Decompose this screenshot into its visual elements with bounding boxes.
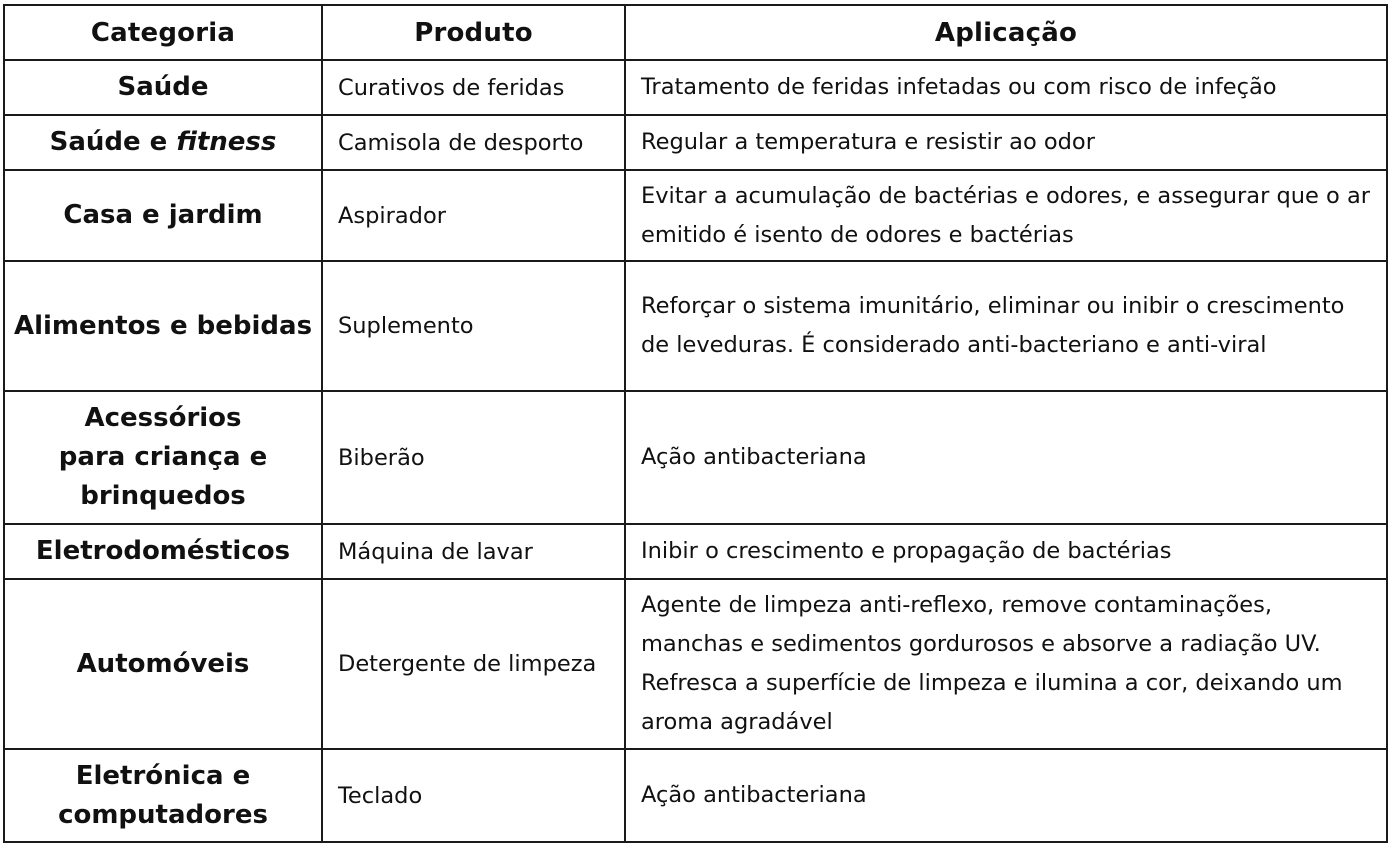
application-cell: Regular a temperatura e resistir ao odor: [625, 115, 1387, 170]
category-line: Eletrodomésticos: [35, 536, 291, 566]
application-cell: Reforçar o sistema imunitário, eliminar ou inibir o crescimento de leveduras. É considerado anti-bacteriano e anti-viral: [625, 261, 1387, 391]
category-plain: Saúde e: [49, 127, 177, 157]
table-row: [4, 261, 1387, 391]
product-cell: Curativos de feridas: [322, 60, 625, 115]
category-cell: [4, 60, 322, 115]
application-cell: Evitar a acumulação de bactérias e odores, e assegurar que o ar emitido é isento de odores e bactérias: [625, 170, 1387, 261]
header-categoria: Categoria: [4, 5, 322, 60]
header-produto: Produto: [322, 5, 625, 60]
category-line: Alimentos e bebidas: [13, 310, 313, 341]
application-cell: Agente de limpeza anti-reflexo, remove contaminações, manchas e sedimentos gordurosos e absorve a radiação UV. Refresca a superfície de limpeza e ilumina a cor, deixando um aroma agradável: [625, 579, 1387, 749]
product-cell: Máquina de lavar: [322, 524, 625, 579]
header-row: [4, 5, 1387, 60]
category-line: Acessórios: [84, 403, 242, 433]
category-line: Saúde: [117, 72, 209, 102]
table-row: [4, 115, 1387, 170]
product-cell: Suplemento: [322, 261, 625, 391]
product-cell: Biberão: [322, 391, 625, 524]
category-cell: [4, 261, 322, 391]
category-italic: fitness: [176, 127, 277, 157]
application-cell: Inibir o crescimento e propagação de bactérias: [625, 524, 1387, 579]
header-aplicacao: Aplicação: [625, 5, 1387, 60]
table-row: [4, 579, 1387, 749]
category-cell: [4, 579, 322, 749]
table-row: [4, 170, 1387, 261]
product-cell: Camisola de desporto: [322, 115, 625, 170]
category-cell: [4, 524, 322, 579]
application-cell: Tratamento de feridas infetadas ou com risco de infeção: [625, 60, 1387, 115]
category-line: Automóveis: [76, 648, 250, 679]
category-line: computadores: [58, 799, 268, 830]
product-cell: Detergente de limpeza: [322, 579, 625, 749]
table-row: [4, 749, 1387, 842]
category-line: brinquedos: [80, 481, 246, 511]
application-cell: Ação antibacteriana: [625, 749, 1387, 842]
category-cell: [4, 170, 322, 261]
category-line: Eletrónica e: [75, 760, 251, 791]
product-cell: Teclado: [322, 749, 625, 842]
table-row: [4, 391, 1387, 524]
category-line: Casa e jardim: [63, 200, 263, 230]
applications-table: [3, 4, 1388, 843]
category-cell: [4, 115, 322, 170]
table-row: [4, 60, 1387, 115]
application-cell: Ação antibacteriana: [625, 391, 1387, 524]
category-cell: [4, 391, 322, 524]
product-cell: Aspirador: [322, 170, 625, 261]
category-cell: [4, 749, 322, 842]
table-row: [4, 524, 1387, 579]
category-line: para criança e: [58, 442, 268, 472]
